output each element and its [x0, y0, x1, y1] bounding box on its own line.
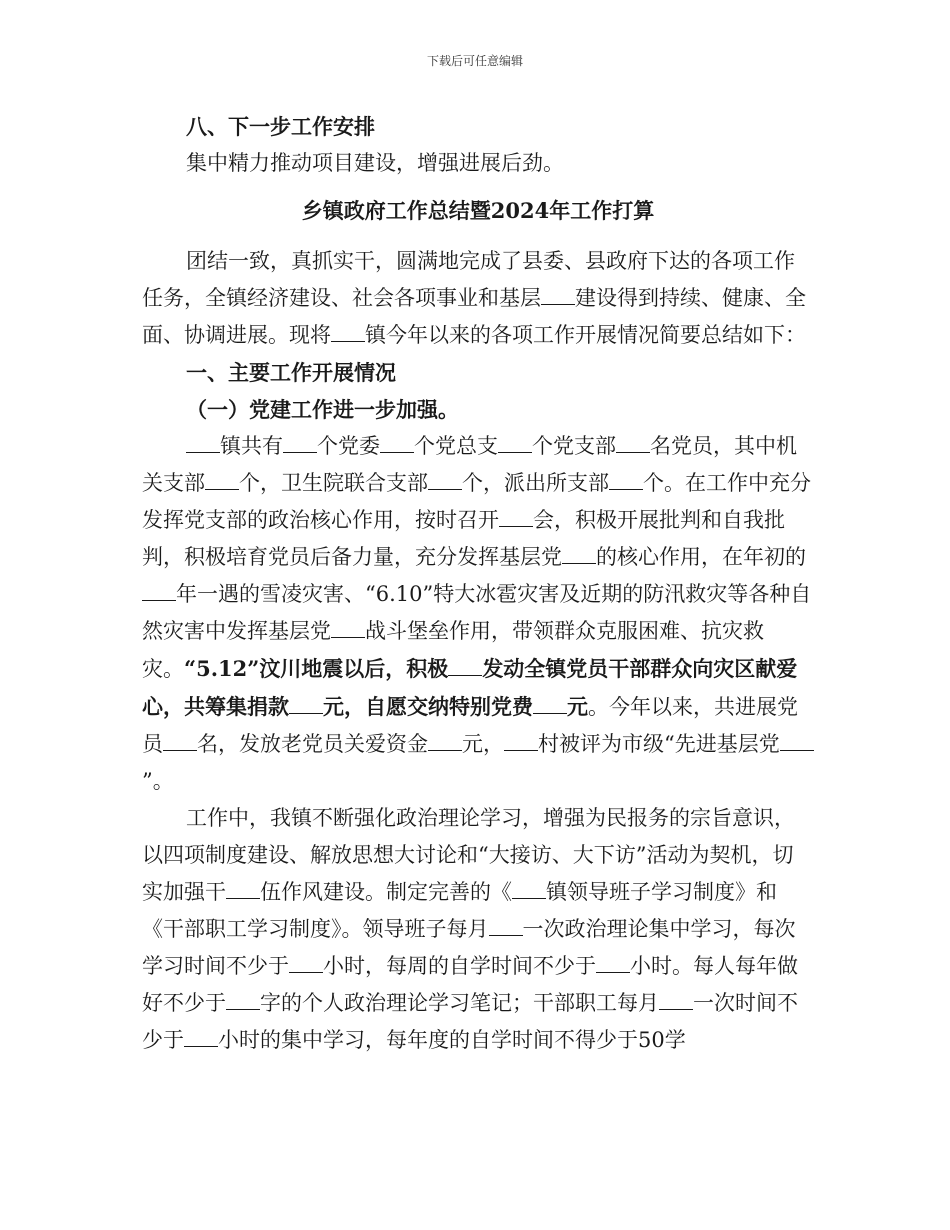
document-title: 乡镇政府工作总结暨2024年工作打算: [301, 198, 655, 223]
text-run: 村被评为市级“先进基层党: [538, 732, 780, 756]
text-run: 字的个人政治理论学习笔记；干部职工每月: [260, 991, 659, 1015]
intro-text-1: 团结一致，真抓实干，圆满地完成了县委、县政府下达的各项工作任务，全镇经济建设、社会各项事业和基层: [142, 249, 795, 310]
text-run: 个，卫生院联合支部: [239, 471, 428, 495]
text-run: 小时，每周的自学时间不少于: [323, 954, 596, 978]
text-run: 的核心作用，在年初的: [596, 545, 806, 569]
text-run: 镇共有: [220, 434, 283, 458]
blank: [512, 897, 546, 899]
blank: [448, 674, 482, 676]
text-run: 小时的集中学习，每年度的自学时间不得少于50学: [218, 1028, 686, 1052]
blank: [331, 636, 365, 638]
text-run: 个党总支: [414, 434, 498, 458]
text-run: 镇领导班子学习制度》和《干部职工学习制度》。领导班子每月: [142, 880, 777, 941]
text-run: 个党支部: [532, 434, 616, 458]
blank: [780, 749, 814, 751]
blank: [616, 451, 650, 453]
text-run: 。今年以来，共进展党员: [142, 695, 798, 756]
text-run: 个，派出所支部: [462, 471, 609, 495]
bold-text-run: 元: [567, 694, 588, 719]
text-run: 战斗堡垒作用，带领群众克服困难、抗灾救灾。: [142, 619, 764, 681]
blank: [659, 1008, 693, 1010]
blank: [562, 562, 596, 564]
study-paragraph: [142, 800, 814, 1059]
text-run: 年一遇的雪凌灾害、“6.10”特大冰雹灾害及近期的防汛救灾等各种自然灾害中发挥基层党: [142, 582, 812, 643]
blank: [596, 971, 630, 973]
blank: [226, 897, 260, 899]
heading-main-work: 一、主要工作开展情况: [186, 360, 396, 385]
party-building-paragraph: [142, 428, 814, 800]
text-run: 个党委: [317, 434, 380, 458]
blank: [289, 712, 323, 714]
text-run: 元，: [462, 732, 504, 756]
text-run: 个。在工作中充分发挥党支部的政治核心作用，按时召开: [142, 471, 811, 532]
text-run: 工作中，我镇不断强化政治理论学习，增强为民报务的宗旨意识，以四项制度建设、解放思想大讨论和“大接访、大下访”活动为契机，切实加强干: [142, 806, 795, 904]
text-run: 伍作风建设。制定完善的《: [260, 880, 512, 904]
blank: [428, 488, 462, 490]
heading-party-building: （一）党建工作进一步加强。: [186, 397, 459, 422]
text-run: ”。: [142, 769, 174, 793]
blank: [499, 525, 533, 527]
blank: [380, 451, 414, 453]
blank: [184, 1045, 218, 1047]
section8-text: 集中精力推动项目建设，增强进展后劲。: [186, 151, 564, 175]
text-run: 会，积极开展批判和自我批判，积极培育党员后备力量，充分发挥基层党: [142, 508, 785, 569]
blank: [428, 749, 462, 751]
bold-text-run: “5.12”汶川地震以后，积极: [184, 656, 449, 681]
header-note: 下载后可任意编辑: [426, 54, 523, 68]
intro-paragraph: [142, 243, 814, 354]
document-body: [142, 108, 814, 1059]
blank: [205, 488, 239, 490]
bold-text-run: 元，自愿交纳特别党费: [323, 694, 533, 719]
blank: [163, 749, 197, 751]
intro-text-2: 建设得到持续、健康、全面、协调进展。现将: [142, 286, 806, 347]
text-run: 小时。每人每年做好不少于: [142, 954, 798, 1015]
section8-heading: 八、下一步工作安排: [186, 114, 375, 139]
blank: [498, 451, 532, 453]
blank: [186, 451, 220, 453]
text-run: 名，发放老党员关爱资金: [197, 732, 428, 756]
blank: [331, 340, 365, 342]
text-run: 一次政治理论集中学习，每次学习时间不少于: [142, 917, 796, 978]
blank: [489, 934, 523, 936]
blank: [289, 971, 323, 973]
text-run: 一次时间不少于: [142, 991, 798, 1052]
blank: [226, 1008, 260, 1010]
blank: [142, 599, 176, 601]
blank: [504, 749, 538, 751]
blank: [533, 712, 567, 714]
blank: [283, 451, 317, 453]
bold-text-run: 发动全镇党员干部群众向灾区献爱心，共筹集捐款: [142, 656, 798, 719]
intro-text-3: 镇今年以来的各项工作开展情况简要总结如下：: [365, 323, 806, 347]
blank: [609, 488, 643, 490]
blank: [541, 303, 575, 305]
text-run: 名党员，其中机关支部: [142, 434, 797, 495]
